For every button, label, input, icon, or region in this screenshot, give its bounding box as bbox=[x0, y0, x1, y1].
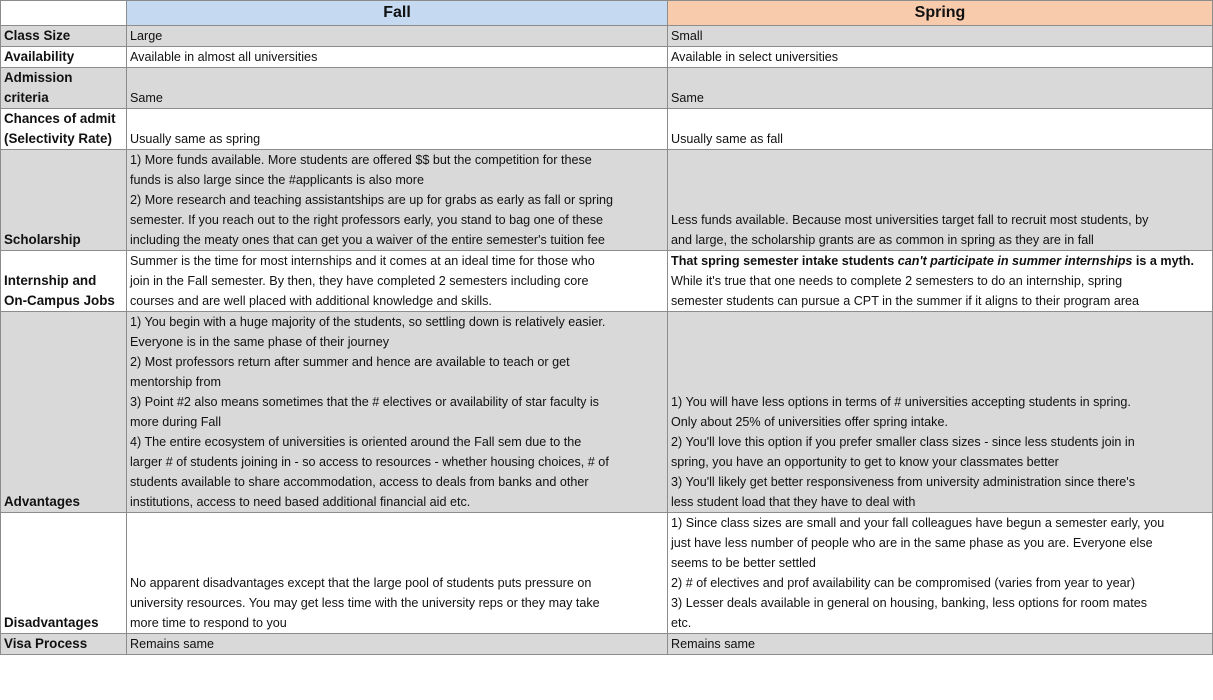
cell-line: Small bbox=[671, 29, 703, 43]
fall-header[interactable]: Fall bbox=[127, 1, 668, 26]
cell-line: semester. If you reach out to the right professors early, you stand to bag one of these bbox=[130, 213, 604, 227]
cell-line: Same bbox=[130, 91, 163, 105]
row-label-class-size[interactable] bbox=[1, 26, 127, 47]
cell-line: Remains same bbox=[671, 637, 755, 651]
cell-line: mentorship from bbox=[130, 375, 221, 389]
myth-text-a: That spring semester intake students bbox=[671, 254, 898, 268]
cell-line: 2) More research and teaching assistantships are up for grabs as early as fall or spring bbox=[130, 193, 614, 207]
label-line: criteria bbox=[4, 90, 49, 105]
fall-cell-visa[interactable] bbox=[127, 634, 668, 655]
spring-cell-advantages[interactable] bbox=[668, 312, 1213, 513]
table-row-class-size bbox=[1, 26, 1213, 47]
row-label-availability[interactable] bbox=[1, 47, 127, 68]
label-line: Availability bbox=[4, 49, 75, 64]
cell-line: seems to be better settled bbox=[671, 556, 816, 570]
cell-line: just have less number of people who are in the same phase as you are. Everyone else bbox=[671, 536, 1153, 550]
spring-header[interactable]: Spring bbox=[668, 1, 1213, 26]
cell-line: more during Fall bbox=[130, 415, 221, 429]
fall-cell-internship[interactable] bbox=[127, 251, 668, 312]
label-line: Visa Process bbox=[4, 636, 88, 651]
cell-line: larger # of students joining in - so access to resources - whether housing choices, # of bbox=[130, 455, 609, 469]
label-line: Advantages bbox=[4, 494, 80, 509]
cell-line: Usually same as spring bbox=[130, 132, 261, 146]
label-line: Scholarship bbox=[4, 232, 81, 247]
table-row-scholarship bbox=[1, 150, 1213, 251]
label-line: (Selectivity Rate) bbox=[4, 131, 112, 146]
cell-line: Same bbox=[671, 91, 704, 105]
row-label-disadvantages[interactable] bbox=[1, 513, 127, 634]
cell-line: 3) You'll likely get better responsiveness from university administration since there's bbox=[671, 475, 1136, 489]
row-label-scholarship[interactable] bbox=[1, 150, 127, 251]
table-row-visa bbox=[1, 634, 1213, 655]
cell-line: and large, the scholarship grants are as common in spring as they are in fall bbox=[671, 233, 1094, 247]
cell-line: 2) Most professors return after summer and hence are available to teach or get bbox=[130, 355, 570, 369]
cell-line: Only about 25% of universities offer spring intake. bbox=[671, 415, 948, 429]
cell-line: etc. bbox=[671, 616, 692, 630]
cell-line: more time to respond to you bbox=[130, 616, 287, 630]
spring-cell-admission[interactable] bbox=[668, 68, 1213, 109]
fall-cell-class-size[interactable] bbox=[127, 26, 668, 47]
label-line: Chances of admit bbox=[4, 111, 116, 126]
cell-line: spring, you have an opportunity to get to know your classmates better bbox=[671, 455, 1059, 469]
cell-line: While it's true that one needs to complete 2 semesters to do an internship, spring bbox=[671, 274, 1123, 288]
row-label-internship[interactable] bbox=[1, 251, 127, 312]
myth-text-b: is a myth. bbox=[1132, 254, 1194, 268]
row-label-chances[interactable] bbox=[1, 109, 127, 150]
cell-line: Large bbox=[130, 29, 163, 43]
cell-line: 1) You begin with a huge majority of the students, so settling down is relatively easier. bbox=[130, 315, 606, 329]
fall-cell-disadvantages[interactable] bbox=[127, 513, 668, 634]
cell-line: join in the Fall semester. By then, they have completed 2 semesters including core bbox=[130, 274, 589, 288]
cell-line: Available in select universities bbox=[671, 50, 839, 64]
cell-line: semester students can pursue a CPT in the summer if it aligns to their program area bbox=[671, 294, 1140, 308]
myth-text-italic: can't participate in summer internships bbox=[897, 254, 1133, 268]
cell-line: Less funds available. Because most universities target fall to recruit most students, by bbox=[671, 213, 1149, 227]
cell-line: Everyone is in the same phase of their journey bbox=[130, 335, 390, 349]
header-row bbox=[1, 1, 1213, 26]
cell-line: 4) The entire ecosystem of universities is oriented around the Fall sem due to the bbox=[130, 435, 582, 449]
myth-statement bbox=[671, 251, 1209, 271]
spring-cell-class-size[interactable] bbox=[668, 26, 1213, 47]
fall-cell-advantages[interactable] bbox=[127, 312, 668, 513]
cell-line: 2) # of electives and prof availability can be compromised (varies from year to year) bbox=[671, 576, 1136, 590]
label-line: Admission bbox=[4, 70, 73, 85]
cell-line: 2) You'll love this option if you prefer smaller class sizes - since less students join in bbox=[671, 435, 1135, 449]
cell-line: 1) More funds available. More students are offered $$ but the competition for these bbox=[130, 153, 592, 167]
cell-line: funds is also large since the #applicants is also more bbox=[130, 173, 425, 187]
cell-line: Usually same as fall bbox=[671, 132, 783, 146]
cell-line: institutions, access to need based additional financial aid etc. bbox=[130, 495, 471, 509]
cell-line: 1) You will have less options in terms of # universities accepting students in spring. bbox=[671, 395, 1131, 409]
cell-line: Remains same bbox=[130, 637, 214, 651]
cell-line: students available to share accommodation, access to deals from banks and other bbox=[130, 475, 589, 489]
table-row-availability bbox=[1, 47, 1213, 68]
fall-cell-availability[interactable] bbox=[127, 47, 668, 68]
row-label-admission[interactable] bbox=[1, 68, 127, 109]
table-row-internship bbox=[1, 251, 1213, 312]
label-line: Class Size bbox=[4, 28, 71, 43]
spring-cell-visa[interactable] bbox=[668, 634, 1213, 655]
spring-cell-scholarship[interactable] bbox=[668, 150, 1213, 251]
label-line: Internship and bbox=[4, 273, 97, 288]
cell-line: including the meaty ones that can get you a waiver of the entire semester's tuition fee bbox=[130, 233, 605, 247]
table-row-disadvantages bbox=[1, 513, 1213, 634]
spring-cell-disadvantages[interactable] bbox=[668, 513, 1213, 634]
fall-cell-scholarship[interactable] bbox=[127, 150, 668, 251]
spring-cell-internship[interactable] bbox=[668, 251, 1213, 312]
cell-line: 3) Point #2 also means sometimes that the # electives or availability of star faculty is bbox=[130, 395, 599, 409]
row-label-advantages[interactable] bbox=[1, 312, 127, 513]
spring-cell-chances[interactable] bbox=[668, 109, 1213, 150]
fall-cell-admission[interactable] bbox=[127, 68, 668, 109]
cell-line: Summer is the time for most internships and it comes at an ideal time for those who bbox=[130, 254, 595, 268]
table-row-advantages bbox=[1, 312, 1213, 513]
table-row-chances bbox=[1, 109, 1213, 150]
cell-line: university resources. You may get less time with the university reps or they may take bbox=[130, 596, 600, 610]
label-line: Disadvantages bbox=[4, 615, 99, 630]
cell-line: No apparent disadvantages except that the large pool of students puts pressure on bbox=[130, 576, 592, 590]
cell-line: Available in almost all universities bbox=[130, 50, 318, 64]
cell-line: 1) Since class sizes are small and your fall colleagues have begun a semester early, you bbox=[671, 516, 1165, 530]
cell-line: 3) Lesser deals available in general on housing, banking, less options for room mates bbox=[671, 596, 1148, 610]
table-row-admission bbox=[1, 68, 1213, 109]
fall-cell-chances[interactable] bbox=[127, 109, 668, 150]
cell-line: courses and are well placed with additional knowledge and skills. bbox=[130, 294, 492, 308]
label-line: On-Campus Jobs bbox=[4, 293, 115, 308]
spring-cell-availability[interactable] bbox=[668, 47, 1213, 68]
cell-line: less student load that they have to deal with bbox=[671, 495, 916, 509]
row-label-visa[interactable] bbox=[1, 634, 127, 655]
corner-cell[interactable] bbox=[1, 1, 127, 26]
